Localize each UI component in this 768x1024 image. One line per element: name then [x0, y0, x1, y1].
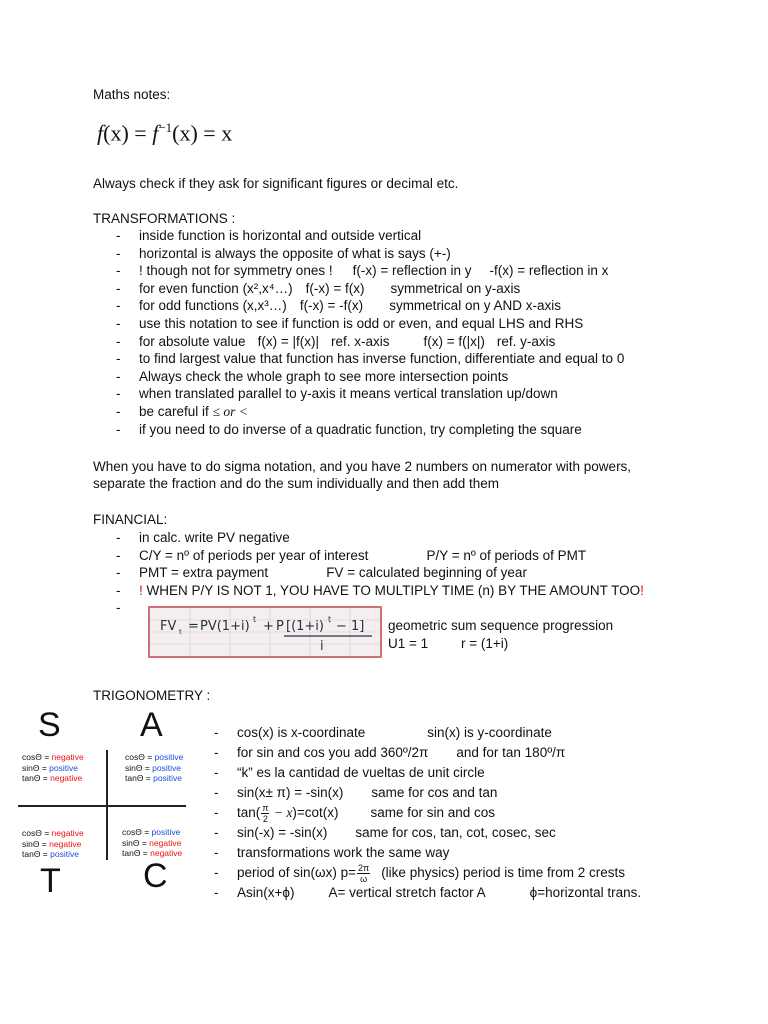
list-item — [112, 262, 624, 280]
item-text: for odd functions (x,x³…) — [139, 298, 287, 314]
trigonometry-list — [210, 723, 641, 903]
list-item — [112, 547, 644, 565]
item-text: tan( — [237, 805, 261, 821]
quadrant-t-values: cosΘ = negative sinΘ = negative tanΘ = positive — [22, 828, 84, 859]
item-text: )=cot(x) — [292, 805, 339, 821]
svg-text:[(1+i): [(1+i) — [286, 619, 324, 634]
warning-mark: ! — [640, 582, 644, 598]
item-text: and for tan 180º/π — [456, 745, 566, 760]
item-text: − x — [270, 805, 293, 821]
warning-mark: ! — [139, 582, 143, 598]
svg-text:FV: FV — [160, 619, 177, 634]
list-item — [112, 368, 624, 386]
item-text: Asin(x+ϕ) — [237, 885, 295, 900]
list-item — [112, 421, 624, 439]
list-item — [112, 333, 624, 351]
item-text: WHEN P/Y IS NOT 1, YOU HAVE TO MULTIPLY TIME (n) BY THE AMOUNT TOO — [142, 582, 641, 598]
list-item — [112, 564, 644, 582]
item-text: f(-x) = reflection in y — [352, 263, 472, 279]
sigma-note-line1: When you have to do sigma notation, and you have 2 numbers on numerator with powers, — [93, 459, 632, 474]
item-text: “k” es la cantidad de vueltas de unit circle — [237, 765, 485, 780]
svg-text:=: = — [188, 619, 199, 634]
quadrant-letter-t: T — [40, 862, 61, 900]
item-text: -f(x) = reflection in x — [489, 263, 609, 279]
svg-text:P: P — [276, 619, 284, 634]
geometric-sum-label: geometric sum sequence progression — [388, 618, 614, 633]
item-text: ! though not for symmetry ones ! — [139, 263, 333, 279]
item-text: P/Y = nº of periods of PMT — [426, 547, 587, 563]
inverse-formula — [97, 120, 232, 146]
item-text: for absolute value — [139, 333, 246, 349]
list-item — [210, 723, 641, 743]
financial-heading: FINANCIAL: — [93, 512, 168, 527]
item-text: sin(-x) = -sin(x) — [237, 825, 328, 840]
item-text: C/Y = nº of periods per year of interest — [139, 547, 369, 563]
sigma-note-line2: separate the fraction and do the sum individually and then add them — [93, 476, 500, 491]
list-item — [112, 315, 624, 333]
quadrant-c-values: cosΘ = positive sinΘ = negative tanΘ = negative — [122, 827, 183, 858]
item-text: ≤ or < — [212, 403, 248, 419]
item-text: f(-x) = -f(x) — [299, 298, 364, 314]
item-text: same for cos and tan — [371, 785, 498, 800]
item-text: PMT = extra payment — [139, 565, 269, 581]
item-text: same for cos, tan, cot, cosec, sec — [355, 825, 556, 840]
geometric-u1: U1 = 1 — [388, 636, 429, 651]
item-text: (like physics) period is time from 2 crests — [381, 865, 625, 881]
quadrant-letter-a: A — [140, 706, 163, 744]
quadrant-s-values: cosΘ = negative sinΘ = positive tanΘ = negative — [22, 752, 84, 783]
financial-list — [112, 529, 644, 617]
item-text: A= vertical stretch factor A — [328, 885, 486, 900]
item-text: be careful if — [139, 403, 209, 419]
formula-f2: f — [152, 120, 159, 146]
item-text: Always check the whole graph to see more intersection points — [139, 368, 509, 384]
svg-text:i: i — [320, 639, 324, 654]
item-text: FV = calculated beginning of year — [326, 565, 527, 581]
trigonometry-heading: TRIGONOMETRY : — [93, 688, 211, 703]
check-note: Always check if they ask for significant figures or decimal etc. — [93, 176, 459, 191]
item-text: in calc. write PV negative — [139, 530, 290, 545]
item-text: sin(x± π) = -sin(x) — [237, 785, 344, 800]
svg-text:t: t — [253, 615, 257, 624]
list-item — [112, 245, 624, 263]
fraction: $\frac{\pi}{2}$ — [262, 803, 269, 824]
fraction: $\frac{2\pi}{\omega}$ — [357, 863, 370, 884]
list-item — [112, 582, 644, 600]
fv-formula-photo — [148, 606, 382, 658]
list-item — [210, 883, 641, 903]
quadrant-letter-s: S — [38, 706, 61, 744]
list-item — [210, 783, 641, 803]
svg-text:+: + — [263, 619, 274, 634]
list-item — [210, 763, 641, 783]
formula-sup: −1 — [158, 120, 173, 135]
list-item — [112, 529, 644, 547]
list-item — [210, 843, 641, 863]
item-text: transformations work the same way — [237, 845, 450, 860]
item-text: f(-x) = f(x) — [305, 280, 365, 296]
item-text: f(x) = f(|x|) — [423, 333, 485, 349]
item-text: ϕ=horizontal trans. — [529, 885, 642, 900]
handwritten-formula-icon — [150, 608, 380, 656]
item-text: period of sin(ωx) p= — [237, 865, 356, 881]
item-text: if you need to do inverse of a quadratic function, try completing the square — [139, 421, 582, 437]
svg-text:t: t — [328, 615, 332, 624]
item-text: inside function is horizontal and outside vertical — [139, 228, 422, 243]
list-item — [112, 227, 624, 245]
formula-x1: (x) = — [103, 120, 153, 146]
item-text: when translated parallel to y-axis it means vertical translation up/down — [139, 386, 558, 402]
list-item — [210, 743, 641, 763]
list-item — [112, 297, 624, 315]
quadrant-letter-c: C — [143, 857, 168, 895]
page-title: Maths notes: — [93, 87, 171, 102]
transformations-list — [112, 227, 624, 438]
diagram-horizontal-axis — [18, 805, 186, 807]
item-text: cos(x) is x-coordinate — [237, 725, 366, 740]
formula-x2: (x) = x — [172, 120, 233, 146]
list-item — [112, 280, 624, 298]
item-text: same for sin and cos — [370, 805, 496, 821]
item-text: use this notation to see if function is odd or even, and equal LHS and RHS — [139, 315, 584, 331]
item-text: ref. y-axis — [496, 333, 556, 349]
list-item — [112, 385, 624, 403]
list-item — [210, 803, 641, 823]
item-text: for sin and cos you add 360º/2π — [237, 745, 429, 760]
item-text: symmetrical on y AND x-axis — [389, 298, 561, 314]
geometric-r: r = (1+i) — [461, 636, 509, 651]
list-item — [210, 863, 641, 883]
item-text: horizontal is always the opposite of what is says (+-) — [139, 245, 451, 261]
item-text: to find largest value that function has inverse function, differentiate and equal to 0 — [139, 351, 625, 367]
svg-text:− 1]: − 1] — [336, 619, 365, 634]
list-item — [112, 403, 624, 421]
item-text: sin(x) is y-coordinate — [427, 725, 552, 740]
item-text: for even function (x²,x⁴…) — [139, 280, 293, 296]
list-item — [210, 823, 641, 843]
transformations-heading: TRANSFORMATIONS : — [93, 211, 236, 226]
item-text: ref. x-axis — [330, 333, 390, 349]
item-text: symmetrical on y-axis — [390, 280, 521, 296]
quadrant-a-values: cosΘ = positive sinΘ = positive tanΘ = positive — [125, 752, 184, 783]
formula-f1: f — [97, 120, 104, 146]
item-text: f(x) = |f(x)| — [257, 333, 319, 349]
svg-text:PV(1+i): PV(1+i) — [200, 619, 250, 634]
list-item — [112, 350, 624, 368]
svg-text:t: t — [179, 628, 182, 636]
